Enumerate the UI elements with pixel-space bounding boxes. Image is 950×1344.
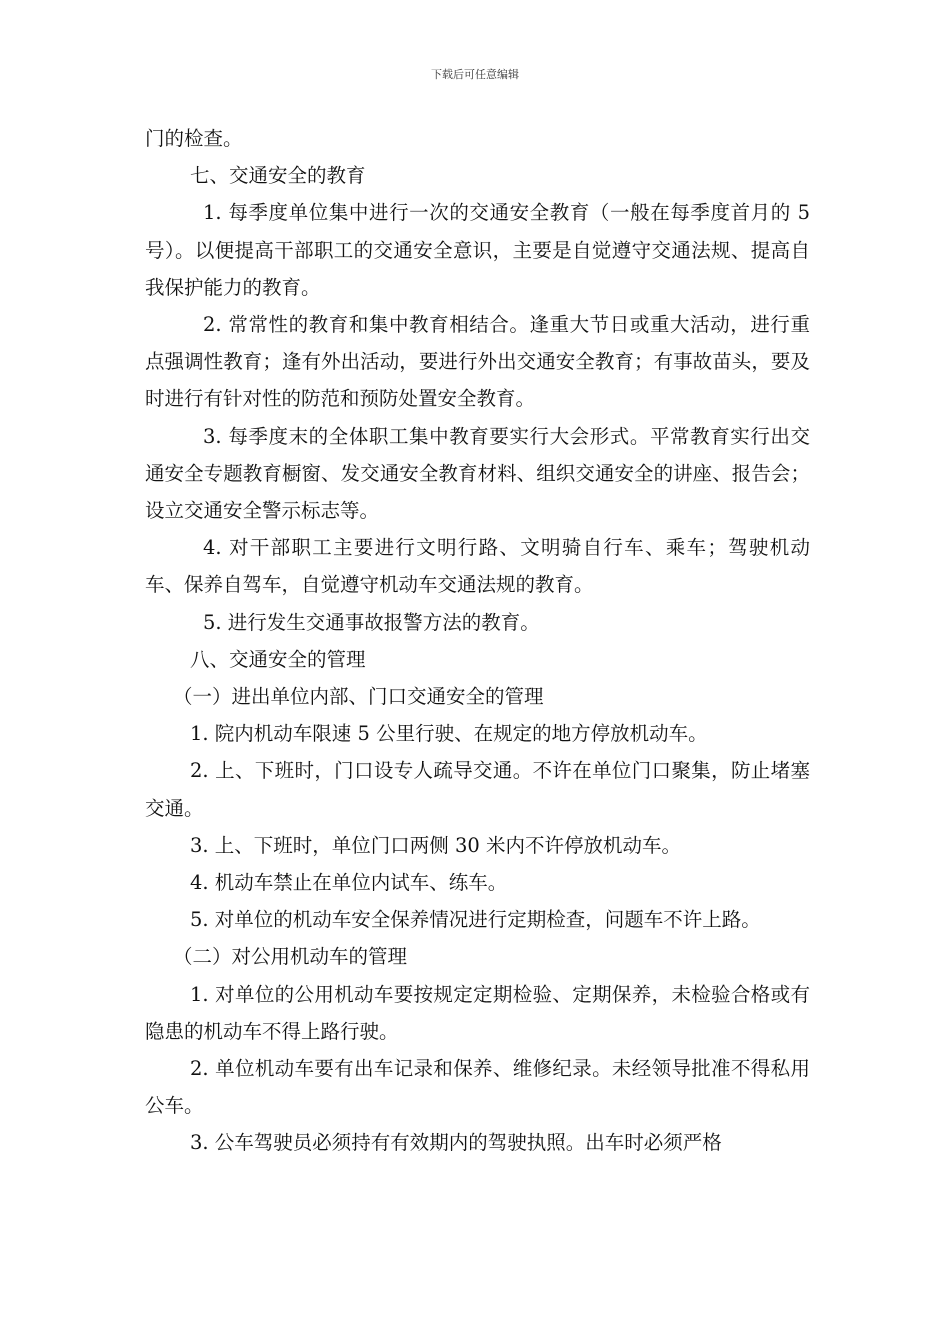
- list-item: 2. 常常性的教育和集中教育相结合。逢重大节日或重大活动，进行重点强调性教育；逢有外出活动，要进行外出交通安全教育；有事故苗头，要及时进行有针对性的防范和预防处置安全教育。: [145, 313, 810, 411]
- list-item: 1. 对单位的公用机动车要按规定定期检验、定期保养，未检验合格或有隐患的机动车不得上路行驶。: [145, 982, 810, 1043]
- page-header: 下载后可任意编辑: [431, 68, 519, 81]
- section-heading-8: 八、交通安全的管理: [190, 647, 366, 671]
- paragraph: 门的检查。: [145, 127, 243, 150]
- list-item: 2. 上、下班时，门口设专人疏导交通。不许在单位门口聚集，防止堵塞交通。: [145, 759, 810, 820]
- list-item: 3. 上、下班时，单位门口两侧 30 米内不许停放机动车。: [190, 833, 682, 857]
- section-heading-7: 七、交通安全的教育: [190, 164, 366, 188]
- list-item: 2. 单位机动车要有出车记录和保养、维修纪录。未经领导批准不得私用公车。: [145, 1057, 810, 1118]
- document-body: [145, 120, 810, 1162]
- list-item: 4. 机动车禁止在单位内试车、练车。: [190, 871, 508, 895]
- list-item: 1. 每季度单位集中进行一次的交通安全教育（一般在每季度首月的 5 号）。以便提高干部职工的交通安全意识，主要是自觉遵守交通法规、提高自我保护能力的教育。: [145, 201, 810, 299]
- list-item: 5. 进行发生交通事故报警方法的教育。: [203, 610, 540, 634]
- list-item: 4. 对干部职工主要进行文明行路、文明骑自行车、乘车；驾驶机动车、保养自驾车，自觉遵守机动车交通法规的教育。: [145, 536, 810, 597]
- subsection-heading-2: （二）对公用机动车的管理: [173, 945, 408, 969]
- subsection-heading-1: （一）进出单位内部、门口交通安全的管理: [173, 685, 544, 709]
- list-item: 5. 对单位的机动车安全保养情况进行定期检查，问题车不许上路。: [190, 908, 761, 932]
- list-item: 3. 公车驾驶员必须持有有效期内的驾驶执照。出车时必须严格: [190, 1131, 722, 1155]
- list-item: 1. 院内机动车限速 5 公里行驶、在规定的地方停放机动车。: [190, 722, 708, 746]
- list-item: 3. 每季度末的全体职工集中教育要实行大会形式。平常教育实行出交通安全专题教育橱窗、发交通安全教育材料、组织交通安全的讲座、报告会；设立交通安全警示标志等。: [145, 424, 810, 523]
